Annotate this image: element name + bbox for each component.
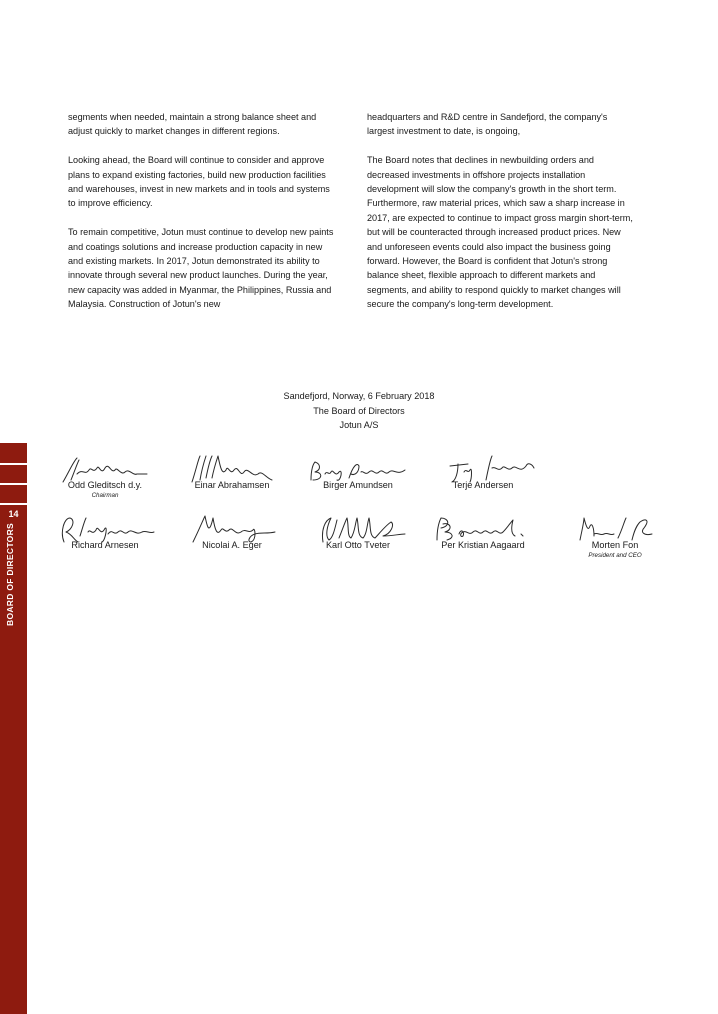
signature-block: [172, 512, 292, 551]
signatory-name: Einar Abrahamsen: [194, 480, 270, 490]
section-label: BOARD OF DIRECTORS: [5, 523, 15, 626]
signature-block: [555, 512, 675, 560]
paragraph: headquarters and R&D centre in Sandefjord, the company's largest investment to date, is ongoing,: [367, 112, 608, 137]
margin-tab-block: [0, 465, 27, 483]
signoff-block: [200, 389, 518, 433]
signature-block: [298, 456, 418, 491]
signature-block: [423, 452, 543, 491]
signoff-board: The Board of Directors: [313, 405, 405, 416]
left-column: [68, 110, 336, 326]
signoff-company: Jotun A/S: [339, 420, 379, 431]
right-column: [367, 110, 637, 326]
signatory-name: Karl Otto Tveter: [325, 540, 391, 550]
signatory-role: President and CEO: [588, 552, 642, 559]
signatory-name: Terje Andersen: [452, 480, 514, 490]
signature-block: [45, 512, 165, 551]
signature-block: [423, 512, 543, 551]
paragraph: To remain competitive, Jotun must continue to develop new paints and coatings solutions and increase production capacity in new and existing markets. In 2017, Jotun demonstrated its ability to innovate through several new product launches. During the year, new capacity was added in Myanmar, the Philippines, Russia and Malaysia. Construction of Jotun's new: [68, 227, 334, 310]
signatory-name: Morten Fon: [591, 540, 639, 550]
signatory-name: Richard Arnesen: [71, 540, 139, 550]
signature-block: [172, 452, 292, 491]
margin-tab-block: [0, 485, 27, 503]
signature-block: [45, 454, 165, 500]
signatory-role: Chairman: [91, 492, 119, 499]
paragraph: The Board notes that declines in newbuilding orders and decreased investments in offshore projects installation development will slow the company's growth in the short term. Furthermore, raw material prices, which saw a sharp increase in 2017, are expected to continue to impact gross margin short-term, but will be counteracted through increased product prices. New and unforeseen events could also impact the business going forward. However, the Board is confident that Jotun's strong balance sheet, flexible approach to different markets and segments, and ability to respond quickly to market changes will secure the company's long-term development.: [367, 155, 633, 310]
margin-tab-block: [0, 443, 27, 463]
signatory-name: Birger Amundsen: [323, 480, 393, 490]
page-number: 14: [8, 509, 19, 519]
paragraph: Looking ahead, the Board will continue to consider and approve plans to expand existing factories, build new production facilities and warehouses, invest in new markets and in tools and systems to improve efficiency.: [68, 155, 330, 209]
signature-block: [298, 512, 418, 551]
paragraph: segments when needed, maintain a strong balance sheet and adjust quickly to market changes in different regions.: [68, 112, 317, 137]
signoff-place-date: Sandefjord, Norway, 6 February 2018: [283, 391, 435, 401]
signatory-name: Nicolai A. Eger: [202, 540, 262, 550]
signatory-name: Per Kristian Aagaard: [441, 540, 525, 550]
signatory-name: Odd Gleditsch d.y.: [67, 480, 143, 490]
